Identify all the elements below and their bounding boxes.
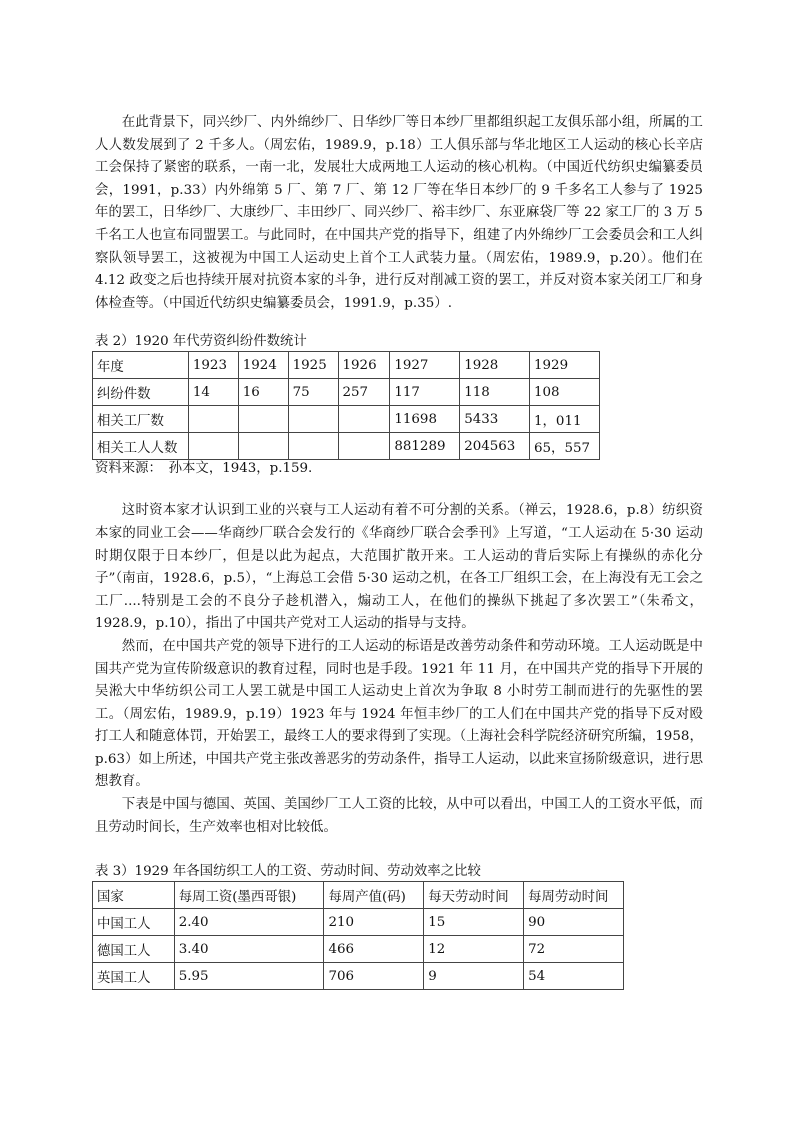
paragraph-2: 这时资本家才认识到工业的兴衰与工人运动有着不可分割的关系。（禅云，1928.6，p.8）纺织资本家的同业工会——华商纱厂联合会发行的《华商纱厂联合会季刊》上写道，“工人运动在 5·30 运动时期仅限于日本纱厂，但是以此为起点，大范围扩散开来。工人运动的背后实际上有操纵的赤化分子”（南亩，1928.6，p.5），“上海总工会借 5·30 运动之机，在各工厂组织工会，在上海没有无工会之工厂....特别是工会的不良分子趁机潜入，煽动工人，在他们的操纵下挑起了多次罢工”（朱希文，1928.9，p.10），指出了中国共产党对工人运动的指导与支持。 xyxy=(95,503,703,632)
table-cell: 英国工人 xyxy=(93,963,175,990)
table-cell: 相关工厂数 xyxy=(93,406,189,433)
paragraph-1: 在此背景下，同兴纱厂、内外绵纱厂、日华纱厂等日本纱厂里都组织起工友俱乐部小组，所属的工人人数发展到了 2 千多人。（周宏佑，1989.9，p.18）工人俱乐部与华北地区工人运动的核心长辛店工会保持了紧密的联系，一南一北，发展壮大成两地工人运动的核心机构。（中国近代纺织史编纂委员会，1991，p.33）内外绵第 5 厂、第 7 厂、第 12 厂等在华日本纱厂的 9 千多名工人参与了 1925 年的罢工，日华纱厂、大康纱厂、丰田纱厂、同兴纱厂、裕丰纱厂、东亚麻袋厂等 22 家工厂的 3 万 5 千名工人也宣布同盟罢工。与此同时，在中国共产党的指导下，组建了内外绵纱厂工会委员会和工人纠察队领导罢工，这被视为中国工人运动史上首个工人武装力量。（周宏佑，1989.9，p.20）。他们在 4.12 政变之后也持续开展对抗资本家的斗争，进行反对削减工资的罢工，并反对资本家关闭工厂和身体检查等。（中国近代纺织史编纂委员会，1991.9，p.35）. xyxy=(95,115,703,311)
table-cell: 11698 xyxy=(390,406,460,433)
table-cell: 德国工人 xyxy=(93,936,175,963)
table-2-source: 资料来源： 孙本文，1943，p.159. xyxy=(95,461,313,477)
paragraph-4: 下表是中国与德国、英国、美国纱厂工人工资的比较，从中可以看出，中国工人的工资水平低，而且劳动时间长，生产效率也相对比较低。 xyxy=(95,797,703,835)
table-header-row xyxy=(93,352,600,379)
table-cell: 466 xyxy=(324,936,424,963)
table-cell: 204563 xyxy=(460,433,530,460)
table-row xyxy=(93,963,624,990)
table-cell xyxy=(288,406,338,433)
table-cell: 3.40 xyxy=(174,936,324,963)
table-cell: 210 xyxy=(324,909,424,936)
table-cell: 881289 xyxy=(390,433,460,460)
table-2-labor-disputes xyxy=(92,351,600,460)
table-cell: 75 xyxy=(288,379,338,406)
table-cell: 15 xyxy=(424,909,524,936)
table-cell: 1927 xyxy=(390,352,460,379)
table-cell xyxy=(288,433,338,460)
table-3-caption: 表 3）1929 年各国纺织工人的工资、劳动时间、劳动效率之比较 xyxy=(95,864,481,880)
table-cell: 2.40 xyxy=(174,909,324,936)
table-cell: 年度 xyxy=(93,352,189,379)
table-cell: 1929 xyxy=(530,352,600,379)
table-cell: 54 xyxy=(524,963,624,990)
table-cell: 108 xyxy=(530,379,600,406)
table-row xyxy=(93,936,624,963)
table-cell: 118 xyxy=(460,379,530,406)
table-cell: 每天劳动时间 xyxy=(424,882,524,909)
table-cell: 5433 xyxy=(460,406,530,433)
table-cell xyxy=(188,406,238,433)
table-cell: 65，557 xyxy=(530,433,600,460)
table-cell xyxy=(338,406,390,433)
table-cell: 纠纷件数 xyxy=(93,379,189,406)
table-cell: 中国工人 xyxy=(93,909,175,936)
table-cell: 相关工人人数 xyxy=(93,433,189,460)
table-cell xyxy=(238,406,288,433)
page-body xyxy=(95,112,703,990)
table-3-wage-comparison xyxy=(92,881,624,990)
table-cell: 117 xyxy=(390,379,460,406)
table-2-caption: 表 2）1920 年代劳资纠纷件数统计 xyxy=(95,334,307,350)
table-cell xyxy=(188,433,238,460)
table-cell: 72 xyxy=(524,936,624,963)
paragraph-3: 然而，在中国共产党的领导下进行的工人运动的标语是改善劳动条件和劳动环境。工人运动既是中国共产党为宣传阶级意识的教育过程，同时也是手段。1921 年 11 月，在中国共产党的指导下开展的吴淞大中华纺织公司工人罢工就是中国工人运动史上首次为争取 8 小时劳工制而进行的先驱性的罢工。（周宏佑，1989.9，p.19）1923 年与 1924 年恒丰纱厂的工人们在中国共产党的指导下反对殴打工人和随意体罚，开始罢工，最终工人的要求得到了实现。（上海社会科学院经济研究所编，1958，p.63）如上所述，中国共产党主张改善恶劣的劳动条件，指导工人运动，以此来宣扬阶级意识，进行思想教育。 xyxy=(95,638,704,790)
table-row xyxy=(93,909,624,936)
table-cell: 5.95 xyxy=(174,963,324,990)
table-cell: 1926 xyxy=(338,352,390,379)
table-cell: 1928 xyxy=(460,352,530,379)
table-cell: 1924 xyxy=(238,352,288,379)
table-cell: 706 xyxy=(324,963,424,990)
table-cell: 国家 xyxy=(93,882,175,909)
table-cell: 14 xyxy=(188,379,238,406)
table-cell: 每周工资(墨西哥银) xyxy=(174,882,324,909)
table-row xyxy=(93,433,600,460)
table-cell: 每周劳动时间 xyxy=(524,882,624,909)
table-cell: 1，011 xyxy=(530,406,600,433)
table-cell: 90 xyxy=(524,909,624,936)
table-cell: 16 xyxy=(238,379,288,406)
table-cell: 1925 xyxy=(288,352,338,379)
table-cell: 每周产值(码) xyxy=(324,882,424,909)
table-cell: 12 xyxy=(424,936,524,963)
table-row xyxy=(93,406,600,433)
table-row xyxy=(93,379,600,406)
table-cell: 9 xyxy=(424,963,524,990)
table-cell: 257 xyxy=(338,379,390,406)
table-cell: 1923 xyxy=(188,352,238,379)
table-header-row xyxy=(93,882,624,909)
table-cell xyxy=(238,433,288,460)
table-cell xyxy=(338,433,390,460)
